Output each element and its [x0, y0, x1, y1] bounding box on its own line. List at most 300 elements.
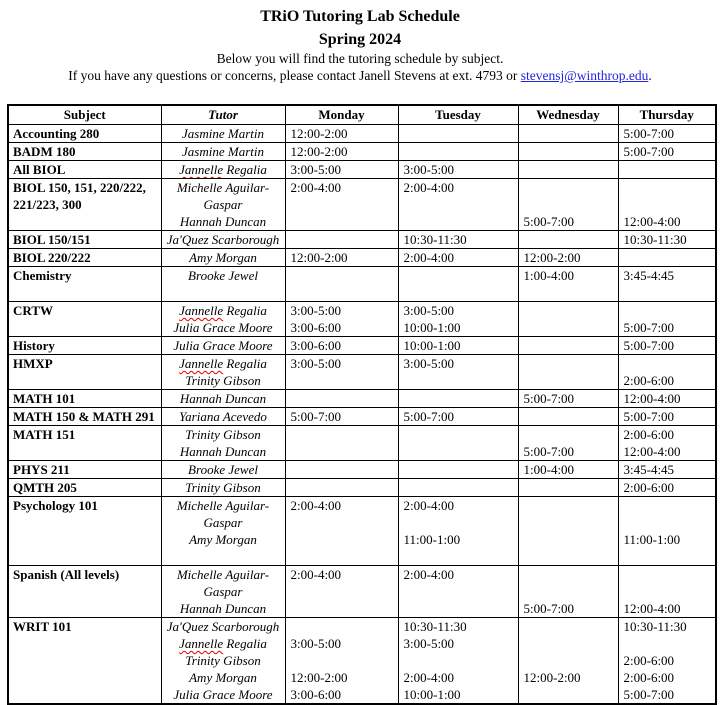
table-row	[8, 355, 716, 390]
day-cell-line	[519, 231, 618, 248]
subject-cell-line	[9, 372, 161, 389]
subject-cell	[8, 355, 161, 390]
day-cell-line	[286, 443, 398, 460]
tutor-cell-line: Jasmine Martin	[182, 144, 264, 159]
day-cell-thursday	[618, 408, 716, 426]
subject-cell-line: 221/223, 300	[13, 197, 82, 212]
day-cell-line	[519, 196, 618, 213]
tutor-cell-line: Brooke Jewel	[188, 462, 258, 477]
day-cell-line	[519, 355, 618, 372]
subject-cell	[8, 249, 161, 267]
day-cell-line	[399, 372, 518, 389]
day-cell-tuesday	[398, 497, 518, 566]
day-cell-line: 5:00-7:00	[623, 409, 675, 424]
day-cell-line: 12:00-2:00	[290, 670, 348, 685]
subject-cell-line: MATH 151	[13, 427, 76, 442]
misspelled-word: Jannelle	[179, 162, 224, 177]
day-cell-monday	[285, 179, 398, 231]
tutor-cell-line: Brooke Jewel	[188, 268, 258, 283]
day-cell-tuesday	[398, 337, 518, 355]
day-cell-line	[286, 284, 398, 301]
tutor-cell-line: Trinity Gibson	[185, 373, 261, 388]
day-cell-line	[619, 497, 716, 514]
day-cell-tuesday	[398, 231, 518, 249]
day-cell-tuesday	[398, 125, 518, 143]
day-cell-line	[286, 548, 398, 565]
day-cell-thursday	[618, 566, 716, 618]
day-cell-line: 2:00-4:00	[290, 567, 342, 582]
subject-cell	[8, 618, 161, 705]
day-cell-line: 3:00-5:00	[403, 636, 455, 651]
document-header	[0, 0, 720, 83]
day-cell-line: 12:00-4:00	[623, 214, 681, 229]
day-cell-line	[519, 566, 618, 583]
tutor-cell	[161, 618, 285, 705]
col-header-thursday: Thursday	[618, 105, 716, 125]
day-cell-thursday	[618, 337, 716, 355]
tutor-cell-line: Jannelle Regalia	[179, 356, 267, 371]
day-cell-line: 12:00-4:00	[623, 391, 681, 406]
subject-cell-line: Psychology 101	[13, 498, 98, 513]
tutor-cell-line: Jannelle Regalia	[179, 162, 267, 177]
day-cell-monday	[285, 479, 398, 497]
table-row	[8, 497, 716, 566]
subject-cell	[8, 125, 161, 143]
day-cell-line: 3:00-5:00	[290, 356, 342, 371]
subject-cell	[8, 408, 161, 426]
subject-cell-line: BIOL 150/151	[13, 232, 91, 247]
day-cell-line	[399, 479, 518, 496]
subject-cell-line: History	[13, 338, 55, 353]
subject-cell	[8, 390, 161, 408]
day-cell-line	[286, 583, 398, 600]
subject-cell-line	[9, 652, 161, 669]
day-cell-wednesday	[518, 355, 618, 390]
tutor-cell	[161, 566, 285, 618]
tutor-cell	[161, 426, 285, 461]
tutor-cell-line: Trinity Gibson	[185, 480, 261, 495]
subject-cell-line: BADM 180	[13, 144, 76, 159]
day-cell-thursday	[618, 179, 716, 231]
table-row	[8, 302, 716, 337]
subject-cell	[8, 179, 161, 231]
day-cell-line: 5:00-7:00	[623, 338, 675, 353]
day-cell-wednesday	[518, 618, 618, 705]
day-cell-line: 5:00-7:00	[523, 444, 575, 459]
subject-cell	[8, 461, 161, 479]
tutor-cell	[161, 461, 285, 479]
tutor-cell-line: Michelle Aguilar-	[176, 498, 270, 513]
day-cell-tuesday	[398, 390, 518, 408]
col-header-tutor: Tutor	[161, 105, 285, 125]
day-cell-line	[399, 267, 518, 284]
intro-line-2-prefix: If you have any questions or concerns, please contact Janell Stevens at ext. 4793 or	[68, 68, 521, 83]
day-cell-line: 3:00-5:00	[290, 303, 342, 318]
intro-line-1: Below you will find the tutoring schedule by subject.	[216, 51, 504, 66]
day-cell-line	[286, 426, 398, 443]
tutor-cell-line	[162, 548, 285, 565]
tutor-cell	[161, 302, 285, 337]
subject-cell-line	[9, 531, 161, 548]
subject-cell	[8, 479, 161, 497]
day-cell-line: 3:00-6:00	[290, 320, 342, 335]
day-cell-monday	[285, 161, 398, 179]
subject-cell-line	[9, 514, 161, 531]
day-cell-wednesday	[518, 249, 618, 267]
day-cell-line: 10:30-11:30	[403, 619, 467, 634]
tutor-cell-line: Gaspar	[203, 584, 243, 599]
tutor-cell-line: Amy Morgan	[189, 250, 257, 265]
tutor-cell-line: Hannah Duncan	[179, 391, 267, 406]
day-cell-tuesday	[398, 302, 518, 337]
day-cell-line: 12:00-2:00	[523, 670, 581, 685]
day-cell-line: 11:00-1:00	[403, 532, 461, 547]
day-cell-line	[519, 161, 618, 178]
table-row	[8, 125, 716, 143]
tutor-cell-line: Jannelle Regalia	[179, 303, 267, 318]
day-cell-line	[519, 337, 618, 354]
day-cell-line: 12:00-2:00	[290, 126, 348, 141]
day-cell-line	[399, 143, 518, 160]
day-cell-line	[399, 213, 518, 230]
day-cell-thursday	[618, 143, 716, 161]
table-row	[8, 461, 716, 479]
day-cell-line	[619, 179, 716, 196]
day-cell-line: 2:00-4:00	[290, 180, 342, 195]
day-cell-line: 10:30-11:30	[623, 619, 687, 634]
day-cell-line: 5:00-7:00	[623, 320, 675, 335]
subject-cell-line	[9, 686, 161, 703]
day-cell-monday	[285, 143, 398, 161]
day-cell-line: 2:00-4:00	[403, 670, 455, 685]
table-row	[8, 566, 716, 618]
day-cell-line	[619, 583, 716, 600]
day-cell-line: 10:00-1:00	[403, 687, 461, 702]
day-cell-line: 3:45-4:45	[623, 462, 675, 477]
day-cell-line: 10:00-1:00	[403, 338, 461, 353]
day-cell-line	[519, 372, 618, 389]
intro-line-2	[0, 68, 720, 83]
tutor-cell	[161, 231, 285, 249]
day-cell-line: 2:00-4:00	[403, 180, 455, 195]
col-header-tuesday: Tuesday	[398, 105, 518, 125]
tutor-cell-line: Amy Morgan	[189, 532, 257, 547]
day-cell-thursday	[618, 497, 716, 566]
tutor-cell	[161, 125, 285, 143]
day-cell-line	[399, 443, 518, 460]
subject-cell-line: BIOL 220/222	[13, 250, 91, 265]
day-cell-wednesday	[518, 179, 618, 231]
tutor-cell-line: Hannah Duncan	[179, 214, 267, 229]
day-cell-line	[619, 566, 716, 583]
subject-cell	[8, 161, 161, 179]
day-cell-line	[399, 600, 518, 617]
day-cell-line: 5:00-7:00	[623, 687, 675, 702]
day-cell-line	[399, 196, 518, 213]
subject-cell	[8, 267, 161, 302]
day-cell-line: 3:00-5:00	[290, 162, 342, 177]
subject-cell-line	[9, 548, 161, 565]
day-cell-line: 1:00-4:00	[523, 462, 575, 477]
day-cell-line: 12:00-2:00	[290, 250, 348, 265]
subject-cell-line: CRTW	[13, 303, 53, 318]
table-row	[8, 390, 716, 408]
day-cell-wednesday	[518, 497, 618, 566]
day-cell-line: 3:00-5:00	[403, 303, 455, 318]
day-cell-line	[619, 548, 716, 565]
day-cell-line: 5:00-7:00	[623, 126, 675, 141]
subject-cell	[8, 566, 161, 618]
day-cell-line: 10:30-11:30	[623, 232, 687, 247]
day-cell-line: 5:00-7:00	[403, 409, 455, 424]
tutor-cell-line: Julia Grace Moore	[173, 320, 273, 335]
day-cell-line: 1:00-4:00	[523, 268, 575, 283]
col-header-subject: Subject	[8, 105, 161, 125]
day-cell-line	[399, 461, 518, 478]
day-cell-tuesday	[398, 355, 518, 390]
tutoring-schedule-table	[7, 104, 717, 705]
day-cell-monday	[285, 461, 398, 479]
tutor-cell	[161, 355, 285, 390]
tutor-cell	[161, 390, 285, 408]
day-cell-line	[619, 249, 716, 266]
day-cell-wednesday	[518, 566, 618, 618]
day-cell-line: 2:00-6:00	[623, 373, 675, 388]
day-cell-tuesday	[398, 143, 518, 161]
tutor-cell-line: Amy Morgan	[189, 670, 257, 685]
day-cell-line	[519, 497, 618, 514]
day-cell-wednesday	[518, 161, 618, 179]
day-cell-line	[286, 231, 398, 248]
day-cell-line: 2:00-6:00	[623, 427, 675, 442]
day-cell-line	[519, 408, 618, 425]
subject-cell-line: All BIOL	[13, 162, 66, 177]
table-row	[8, 267, 716, 302]
day-cell-monday	[285, 302, 398, 337]
day-cell-tuesday	[398, 618, 518, 705]
day-cell-line	[519, 531, 618, 548]
day-cell-line	[286, 372, 398, 389]
day-cell-thursday	[618, 302, 716, 337]
day-cell-line: 2:00-4:00	[403, 250, 455, 265]
subject-cell-line: QMTH 205	[13, 480, 77, 495]
tutor-cell	[161, 179, 285, 231]
subject-cell	[8, 497, 161, 566]
tutor-cell-line: Hannah Duncan	[179, 601, 267, 616]
day-cell-wednesday	[518, 143, 618, 161]
tutor-cell-line: Trinity Gibson	[185, 427, 261, 442]
day-cell-line	[399, 284, 518, 301]
day-cell-wednesday	[518, 390, 618, 408]
day-cell-line: 2:00-4:00	[403, 498, 455, 513]
day-cell-line	[519, 319, 618, 336]
subject-cell-line: WRIT 101	[13, 619, 72, 634]
day-cell-line	[519, 514, 618, 531]
day-cell-line	[519, 618, 618, 635]
day-cell-line: 2:00-4:00	[290, 498, 342, 513]
tutor-cell-line: Trinity Gibson	[185, 653, 261, 668]
tutor-cell	[161, 161, 285, 179]
tutor-cell-line: Hannah Duncan	[179, 444, 267, 459]
day-cell-line	[619, 514, 716, 531]
day-cell-thursday	[618, 231, 716, 249]
day-cell-line	[286, 479, 398, 496]
day-cell-line	[619, 161, 716, 178]
day-cell-tuesday	[398, 267, 518, 302]
tutor-cell-line: Ja'Quez Scarborough	[166, 232, 280, 247]
day-cell-monday	[285, 497, 398, 566]
day-cell-tuesday	[398, 249, 518, 267]
day-cell-monday	[285, 618, 398, 705]
day-cell-line	[619, 284, 716, 301]
day-cell-line	[519, 635, 618, 652]
tutor-cell-line: Julia Grace Moore	[173, 338, 273, 353]
day-cell-thursday	[618, 355, 716, 390]
email-link[interactable]: stevensj@winthrop.edu	[520, 68, 649, 83]
tutor-cell-line: Julia Grace Moore	[173, 687, 273, 702]
subject-cell-line: MATH 101	[13, 391, 76, 406]
day-cell-line: 10:00-1:00	[403, 320, 461, 335]
day-cell-thursday	[618, 249, 716, 267]
day-cell-tuesday	[398, 161, 518, 179]
tutor-cell	[161, 337, 285, 355]
col-header-wednesday: Wednesday	[518, 105, 618, 125]
day-cell-wednesday	[518, 426, 618, 461]
day-cell-monday	[285, 249, 398, 267]
day-cell-line	[399, 390, 518, 407]
day-cell-line	[399, 548, 518, 565]
subject-cell-line: PHYS 211	[13, 462, 70, 477]
day-cell-monday	[285, 355, 398, 390]
subject-cell-line	[9, 583, 161, 600]
day-cell-line: 5:00-7:00	[523, 601, 575, 616]
day-cell-line	[286, 267, 398, 284]
table-row	[8, 249, 716, 267]
day-cell-line: 3:00-5:00	[403, 162, 455, 177]
day-cell-wednesday	[518, 337, 618, 355]
day-cell-line	[519, 583, 618, 600]
tutor-cell-line: Ja'Quez Scarborough	[166, 619, 280, 634]
subject-cell-line	[9, 319, 161, 336]
day-cell-line: 2:00-4:00	[403, 567, 455, 582]
tutor-cell-line: Michelle Aguilar-	[176, 180, 270, 195]
day-cell-line	[519, 125, 618, 142]
table-row	[8, 231, 716, 249]
subject-cell-line: Spanish (All levels)	[13, 567, 120, 582]
day-cell-line	[286, 618, 398, 635]
day-cell-line	[286, 213, 398, 230]
day-cell-monday	[285, 337, 398, 355]
tutor-cell	[161, 267, 285, 302]
misspelled-word: Jannelle	[179, 636, 224, 651]
day-cell-line	[519, 302, 618, 319]
day-cell-monday	[285, 408, 398, 426]
day-cell-wednesday	[518, 479, 618, 497]
day-cell-monday	[285, 231, 398, 249]
subject-cell	[8, 337, 161, 355]
subject-cell-line: Chemistry	[13, 268, 72, 283]
day-cell-line	[519, 548, 618, 565]
day-cell-line: 3:45-4:45	[623, 268, 675, 283]
table-row	[8, 618, 716, 705]
tutor-cell	[161, 249, 285, 267]
day-cell-thursday	[618, 125, 716, 143]
day-cell-line: 5:00-7:00	[523, 214, 575, 229]
day-cell-tuesday	[398, 566, 518, 618]
subject-cell-line	[9, 213, 161, 230]
day-cell-line: 10:30-11:30	[403, 232, 467, 247]
tutor-cell-line: Jasmine Martin	[182, 126, 264, 141]
day-cell-line: 12:00-2:00	[523, 250, 581, 265]
day-cell-tuesday	[398, 179, 518, 231]
header-row	[8, 105, 716, 125]
day-cell-line	[619, 302, 716, 319]
day-cell-line	[399, 426, 518, 443]
day-cell-line: 12:00-4:00	[623, 444, 681, 459]
page-title: TRiO Tutoring Lab Schedule	[260, 8, 460, 25]
day-cell-tuesday	[398, 408, 518, 426]
day-cell-line	[619, 355, 716, 372]
day-cell-line: 2:00-6:00	[623, 480, 675, 495]
day-cell-thursday	[618, 390, 716, 408]
day-cell-tuesday	[398, 479, 518, 497]
tutor-cell-line: Jannelle Regalia	[179, 636, 267, 651]
day-cell-line	[519, 426, 618, 443]
day-cell-line	[286, 600, 398, 617]
day-cell-line	[399, 125, 518, 142]
subject-cell	[8, 426, 161, 461]
page-subtitle: Spring 2024	[318, 31, 402, 48]
day-cell-line: 3:00-5:00	[290, 636, 342, 651]
day-cell-line	[286, 390, 398, 407]
day-cell-line	[286, 531, 398, 548]
day-cell-line: 5:00-7:00	[623, 144, 675, 159]
day-cell-line: 2:00-6:00	[623, 670, 675, 685]
day-cell-line	[519, 179, 618, 196]
tutor-cell-line: Gaspar	[203, 197, 243, 212]
subject-cell-line	[9, 635, 161, 652]
day-cell-line	[519, 284, 618, 301]
day-cell-line: 12:00-4:00	[623, 601, 681, 616]
tutor-cell-line: Yariana Acevedo	[179, 409, 267, 424]
day-cell-line: 5:00-7:00	[523, 391, 575, 406]
day-cell-line	[519, 652, 618, 669]
day-cell-line	[399, 652, 518, 669]
day-cell-tuesday	[398, 426, 518, 461]
day-cell-thursday	[618, 267, 716, 302]
day-cell-wednesday	[518, 408, 618, 426]
day-cell-line: 12:00-2:00	[290, 144, 348, 159]
tutor-cell-line	[162, 284, 285, 301]
tutor-cell	[161, 497, 285, 566]
subject-cell	[8, 231, 161, 249]
day-cell-monday	[285, 390, 398, 408]
day-cell-thursday	[618, 161, 716, 179]
day-cell-wednesday	[518, 461, 618, 479]
subject-cell-line	[9, 443, 161, 460]
day-cell-line	[519, 143, 618, 160]
table-row	[8, 161, 716, 179]
day-cell-line	[619, 635, 716, 652]
table-row	[8, 337, 716, 355]
table-row	[8, 479, 716, 497]
tutor-cell-line: Michelle Aguilar-	[176, 567, 270, 582]
table-row	[8, 408, 716, 426]
day-cell-line	[399, 514, 518, 531]
table-row	[8, 179, 716, 231]
misspelled-word: Jannelle	[179, 303, 224, 318]
subject-cell-line: HMXP	[13, 356, 53, 371]
